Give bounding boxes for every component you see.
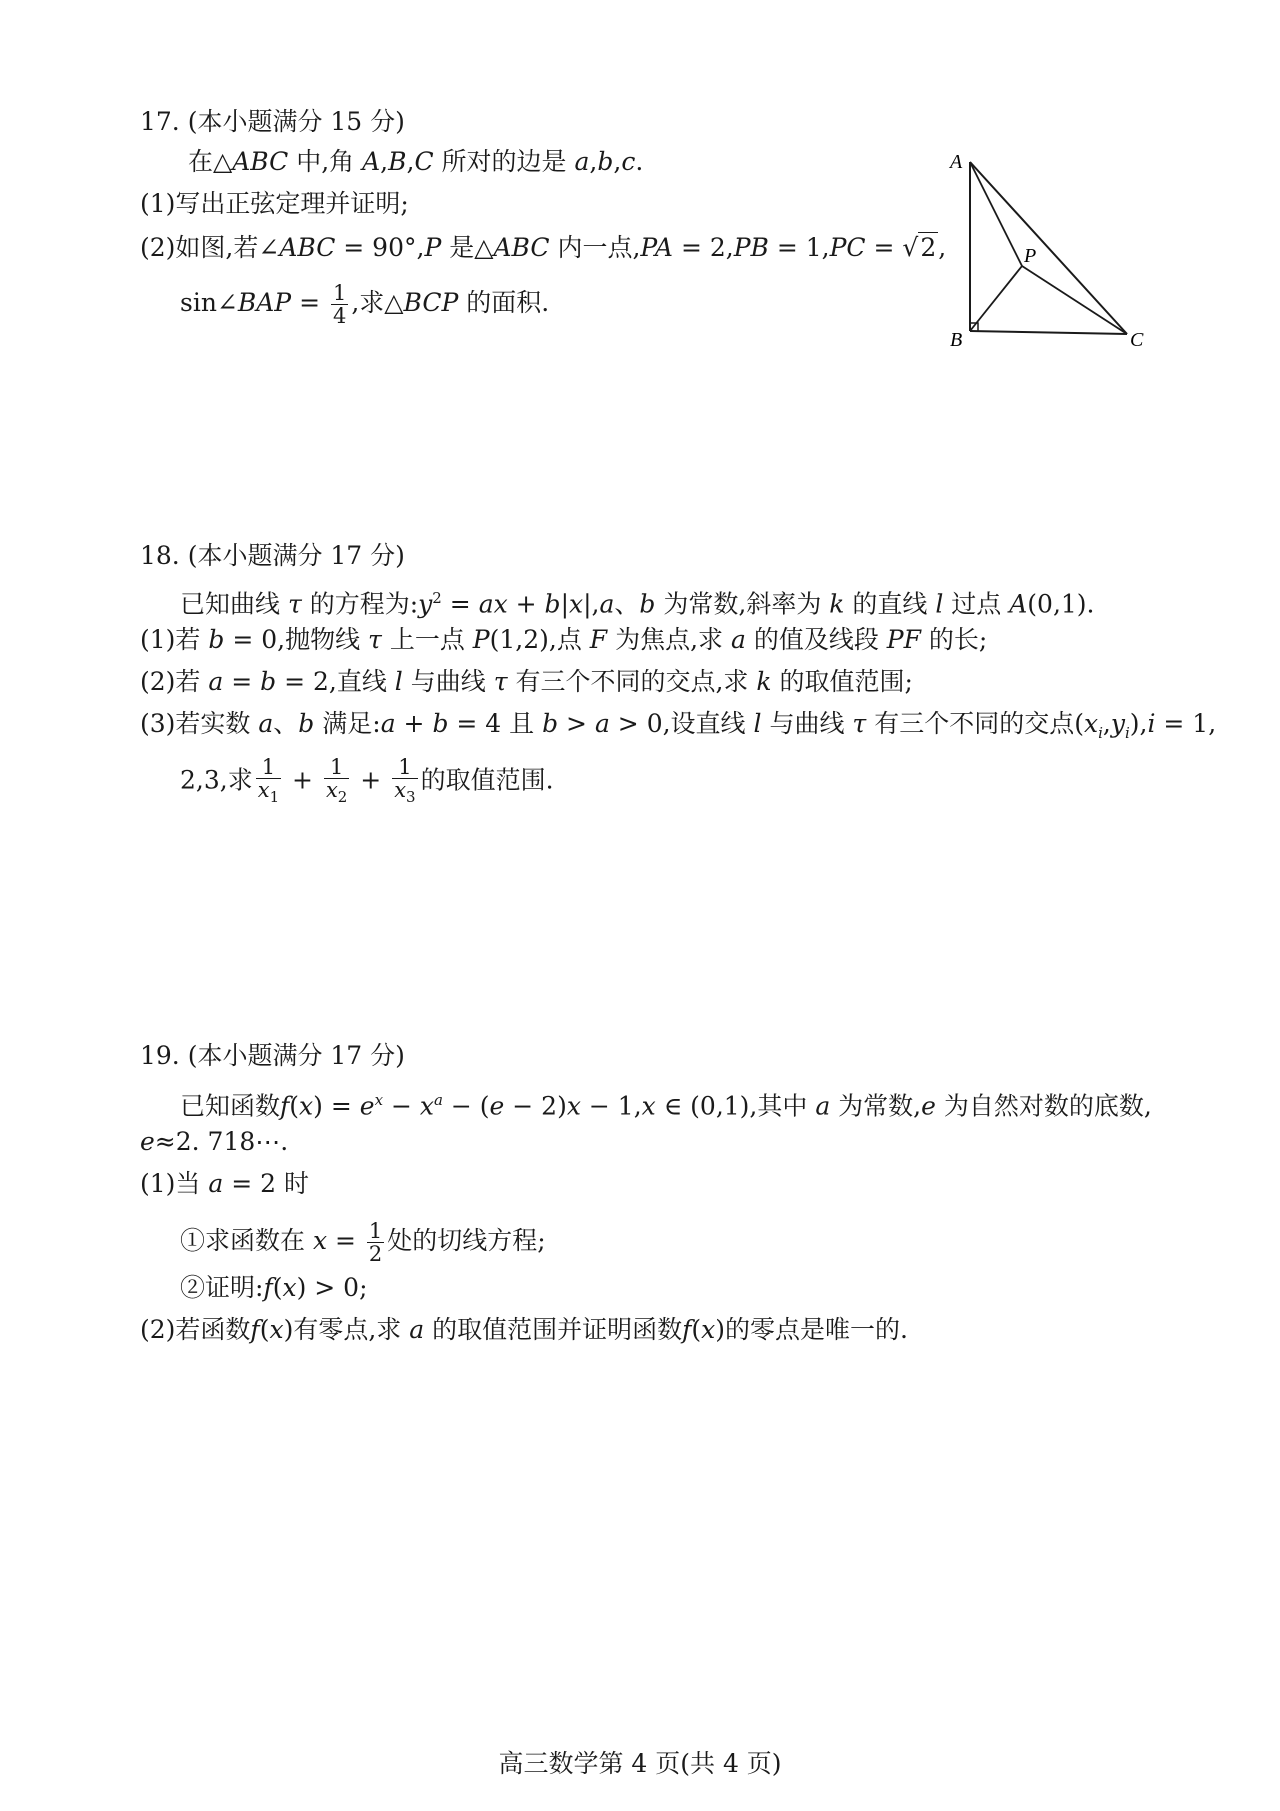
q18-part1: (1)若 b = 0,抛物线 τ 上一点 P(1,2),点 F 为焦点,求 a 的值及线段 PF 的长; — [140, 625, 988, 654]
label-A: A — [950, 151, 963, 173]
fraction-1-over-x3: $\frac{1}{x_3}$ — [394, 755, 416, 807]
q19-intro-line2: e≈2. 718⋯. — [140, 1127, 289, 1156]
fraction-1-over-x1: $\frac{1}{x_1}$ — [257, 755, 280, 807]
q19-sub1: ①求函数在 x = $\frac{1}{2}$ 处的切线方程; — [180, 1219, 546, 1266]
segment-AP — [970, 162, 1022, 266]
q17-part2: (2)如图,若∠ABC = 90°,P 是△ABC 内一点,PA = 2,PB = 1,PC = √2, — [140, 233, 947, 262]
q19-part1: (1)当 a = 2 时 — [140, 1169, 309, 1198]
label-B: B — [950, 329, 963, 351]
edge-BC — [970, 331, 1127, 334]
q18-part3-line2: 2,3,求 $\frac{1}{x_1}$ + $\frac{1}{x_2}$ + $\frac{1}{x_3}$ 的取值范围. — [180, 755, 554, 807]
label-C: C — [1130, 329, 1144, 351]
q18-part3: (3)若实数 a、b 满足:a + b = 4 且 b > a > 0,设直线 l 与曲线 τ 有三个不同的交点$(x_i,y_i),i = 1$, — [140, 709, 1217, 742]
fraction-one-quarter: $\frac{1}{4}$ — [332, 281, 347, 328]
segment-BP — [970, 266, 1022, 331]
label-P: P — [1024, 245, 1037, 267]
q17-intro: 在△ABC 中,角 A,B,C 所对的边是 a,b,c. — [188, 147, 644, 176]
q19-intro: 已知函数$f(x) = e^x - x^a - (e - 2)x - 1,x$ ∈ (0,1),其中 a 为常数,e 为自然对数的底数, — [180, 1091, 1152, 1121]
page-footer: 高三数学第 4 页(共 4 页) — [498, 1749, 782, 1778]
q17-part1: (1)写出正弦定理并证明; — [140, 189, 409, 218]
triangle-figure — [944, 146, 1144, 356]
q17-part2-line2: sin∠BAP = $\frac{1}{4}$ ,求△BCP 的面积. — [180, 281, 550, 328]
q19-part2: (2)若函数f(x)有零点,求 a 的取值范围并证明函数f(x)的零点是唯一的. — [140, 1315, 908, 1344]
fraction-one-half: $\frac{1}{2}$ — [368, 1219, 383, 1266]
q18-part2: (2)若 a = b = 2,直线 l 与曲线 τ 有三个不同的交点,求 k 的取值范围; — [140, 667, 913, 696]
triangle-svg — [944, 146, 1144, 356]
q17-header: 17. (本小题满分 15 分) — [140, 107, 405, 136]
fraction-1-over-x2: $\frac{1}{x_2}$ — [325, 755, 348, 807]
q18-intro: 已知曲线 τ 的方程为$:y^2$ = ax + b|x|,a、b 为常数,斜率为 k 的直线 l 过点 A(0,1). — [180, 589, 1095, 619]
edge-AC — [970, 162, 1127, 334]
q19-header: 19. (本小题满分 17 分) — [140, 1041, 405, 1070]
q18-header: 18. (本小题满分 17 分) — [140, 541, 405, 570]
sqrt-2: √2 — [902, 233, 937, 262]
q19-sub2: ②证明:f(x) > 0; — [180, 1273, 368, 1302]
